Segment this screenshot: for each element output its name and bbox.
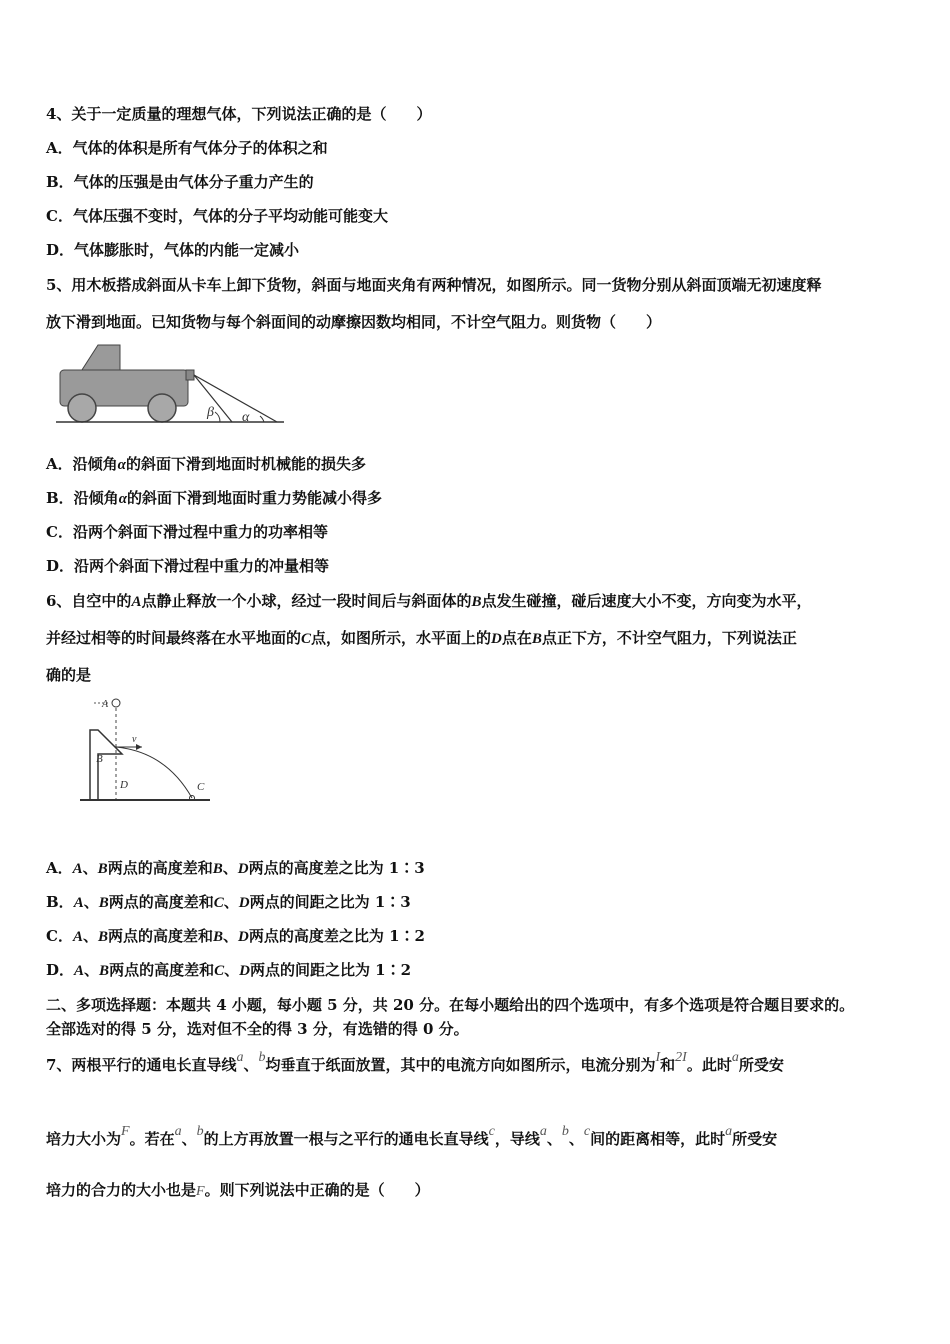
- q6-stem-line1: 6、自空中的A点静止释放一个小球，经过一段时间后与斜面体的B点发生碰撞，碰后速度大小不变，方向变为水平，: [46, 592, 812, 610]
- q4-option-a: A．气体的体积是所有气体分子的体积之和: [46, 139, 328, 157]
- q6-option-c: C．A、B两点的高度差和B、D两点的高度差之比为 1∶2: [46, 927, 425, 945]
- q4-option-c: C．气体压强不变时，气体的分子平均动能可能变大: [46, 207, 388, 225]
- q4-option-b: B．气体的压强是由气体分子重力产生的: [46, 173, 314, 191]
- q6-option-a: A．A、B两点的高度差和B、D两点的高度差之比为 1∶3: [46, 859, 425, 877]
- angle-alpha-label: α: [242, 410, 250, 425]
- point-b-label: B: [96, 753, 103, 765]
- q7-stem-line2: 培力大小为F。若在a、b的上方再放置一根与之平行的通电长直导线c，导线a、b、c间的距离相等，此时a所受安: [46, 1124, 778, 1148]
- q6-incline-figure: [76, 694, 216, 824]
- q5-option-d: D．沿两个斜面下滑过程中重力的冲量相等: [46, 557, 330, 575]
- section2-heading-line2: 全部选对的得 5 分，选对但不全的得 3 分，有选错的得 0 分。: [46, 1020, 469, 1038]
- truck-wheel-rear: [148, 394, 176, 422]
- q4-stem: 4、关于一定质量的理想气体，下列说法正确的是（ ）: [46, 105, 432, 123]
- section2-heading-line1: 二、多项选择题：本题共 4 小题，每小题 5 分，共 20 分。在每小题给出的四个选项中，有多个选项是符合题目要求的。: [46, 996, 855, 1014]
- truck-tailgate: [186, 370, 194, 380]
- alpha-symbol: α: [117, 457, 126, 473]
- q7-stem-line3: 培力的合力的大小也是F。则下列说法中正确的是（ ）: [46, 1181, 430, 1199]
- q6-option-b: B．A、B两点的高度差和C、D两点的间距之比为 1∶3: [46, 893, 411, 911]
- alpha-symbol: α: [118, 491, 127, 507]
- point-a-label: A: [102, 699, 109, 710]
- q4-option-d: D．气体膨胀时，气体的内能一定减小: [46, 241, 300, 259]
- q5-option-c: C．沿两个斜面下滑过程中重力的功率相等: [46, 523, 328, 541]
- angle-beta-label: β: [207, 405, 214, 420]
- ball-a: [112, 699, 120, 707]
- velocity-label: v: [132, 734, 137, 745]
- q5-option-b: B．沿倾角α的斜面下滑到地面时重力势能减小得多: [46, 489, 383, 507]
- truck-cab: [80, 345, 120, 373]
- point-c-label: C: [197, 781, 205, 793]
- point-d-label: D: [120, 779, 128, 791]
- truck-wheel-front: [68, 394, 96, 422]
- q6-option-d: D．A、B两点的高度差和C、D两点的间距之比为 1∶2: [46, 961, 412, 979]
- q6-stem-line3: 确的是: [46, 666, 92, 684]
- q5-option-a: A．沿倾角α的斜面下滑到地面时机械能的损失多: [46, 455, 366, 473]
- q6-stem-line2: 并经过相等的时间最终落在水平地面的C点，如图所示，水平面上的D点在B点正下方，不计空气阻力，下列说法正: [46, 629, 797, 647]
- incline-block: [90, 730, 122, 800]
- q5-truck-figure: [52, 340, 292, 430]
- q5-stem-line1: 5、用木板搭成斜面从卡车上卸下货物，斜面与地面夹角有两种情况，如图所示。同一货物分别从斜面顶端无初速度释: [46, 276, 822, 294]
- q7-stem-line1: 7、两根平行的通电长直导线a、b均垂直于纸面放置，其中的电流方向如图所示，电流分别为I和2I。此时a所受安: [46, 1050, 784, 1074]
- q5-stem-line2: 放下滑到地面。已知货物与每个斜面间的动摩擦因数均相同，不计空气阻力。则货物（ ）: [46, 313, 662, 331]
